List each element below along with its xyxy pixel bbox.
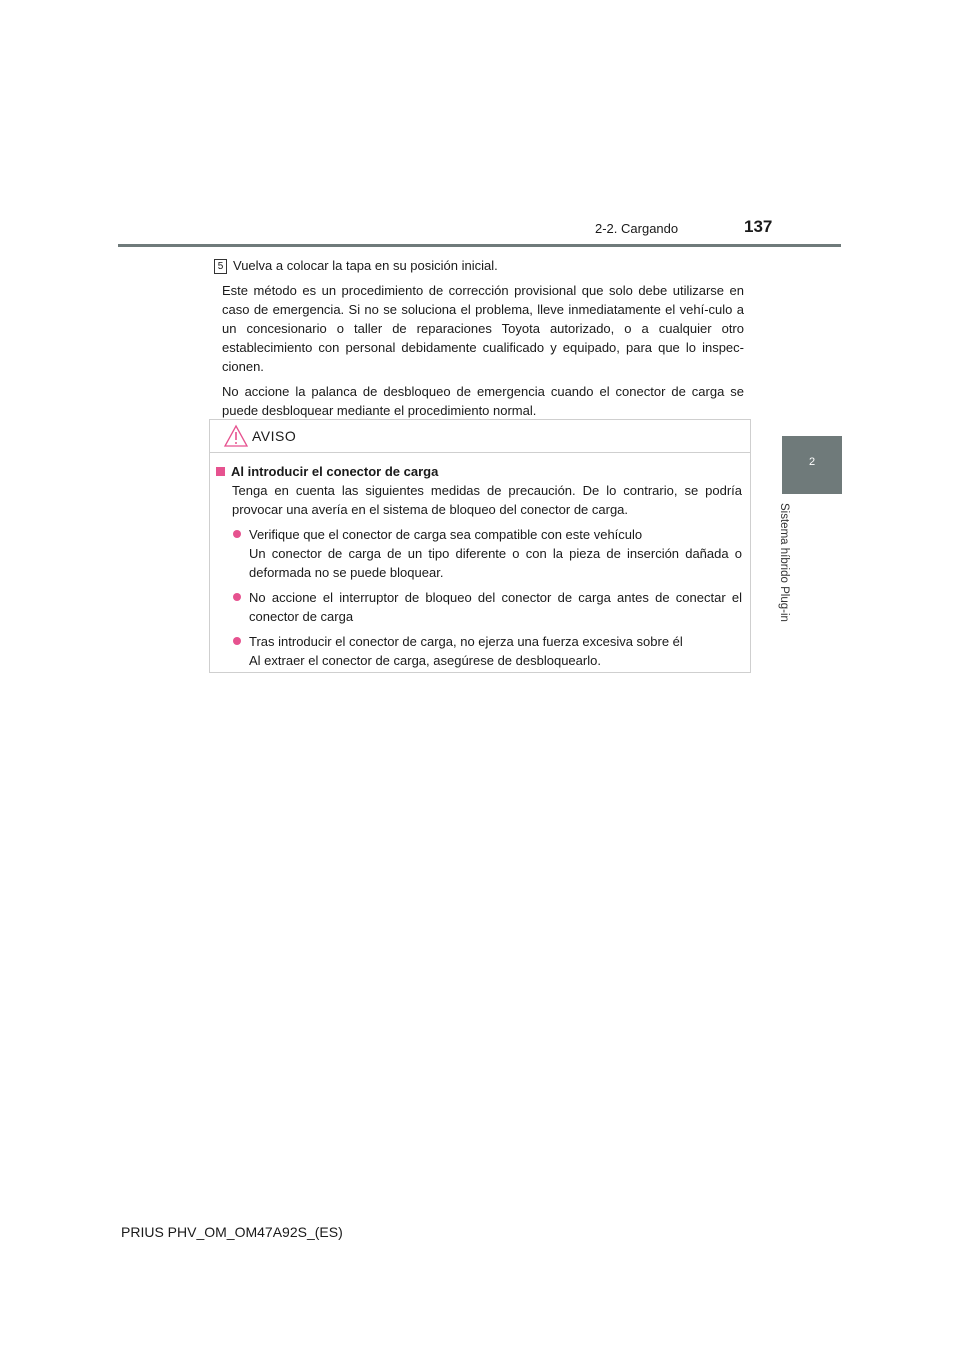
chapter-label <box>778 503 799 653</box>
warning-body <box>210 453 750 670</box>
bullet-title: Verifique que el conector de carga sea compatible con este vehículo <box>249 527 643 542</box>
bullet-dot-icon <box>233 530 241 538</box>
body-paragraph: No accione la palanca de desbloqueo de emergencia cuando el conector de carga se puede desbloquear mediante el procedimiento normal. <box>222 384 744 418</box>
warning-header <box>210 420 750 453</box>
footer-code: PRIUS PHV_OM_OM47A92S_(ES) <box>121 1224 343 1240</box>
section-title: 2-2. Cargando <box>595 221 679 236</box>
page-number: 137 <box>744 217 773 236</box>
chapter-number: 2 <box>808 456 816 468</box>
bullet-text: Un conector de carga de un tipo diferente o con la pieza de inserción dañada o deformada no se puede bloquear. <box>249 546 742 580</box>
step-number-badge: 5 <box>214 259 227 274</box>
warning-box <box>209 419 751 673</box>
warning-intro: Tenga en cuenta las siguientes medidas de precaución. De lo contrario, se podría provocar una avería en el sistema de bloqueo del conector de carga. <box>232 483 742 517</box>
bullet-text: Al extraer el conector de carga, asegúrese de desbloquearlo. <box>249 653 601 668</box>
header-rule <box>118 244 841 247</box>
step-text: Vuelva a colocar la tapa en su posición inicial. <box>233 258 498 273</box>
warning-bullet <box>216 588 742 626</box>
warning-title: AVISO <box>252 428 297 444</box>
chapter-tab <box>782 436 842 494</box>
bullet-title: No accione el interruptor de bloqueo del conector de carga antes de conectar el conector de carga <box>249 590 742 624</box>
bullet-title: Tras introducir el conector de carga, no ejerza una fuerza excesiva sobre él <box>249 634 683 649</box>
bullet-dot-icon <box>233 593 241 601</box>
warning-subhead: Al introducir el conector de carga <box>216 462 742 481</box>
warning-bullet <box>216 525 742 582</box>
body-paragraph: Este método es un procedimiento de corrección provisional que solo debe utilizarse en caso de emergencia. Si no se soluciona el problema, lleve inmediatamente el vehí-culo a un concesionario o taller de reparaciones Toyota autorizado, o a cualquier otro establecimiento con personal debidamente cualificado y equipado, para que lo inspec-cionen. <box>222 283 744 374</box>
step-line <box>217 256 744 275</box>
square-bullet-icon <box>216 467 225 476</box>
chapter-label-text: Sistema híbrido Plug-in <box>778 503 790 622</box>
warning-triangle-icon <box>223 424 249 448</box>
step-section <box>217 256 744 426</box>
warning-bullet <box>216 632 742 670</box>
bullet-dot-icon <box>233 637 241 645</box>
